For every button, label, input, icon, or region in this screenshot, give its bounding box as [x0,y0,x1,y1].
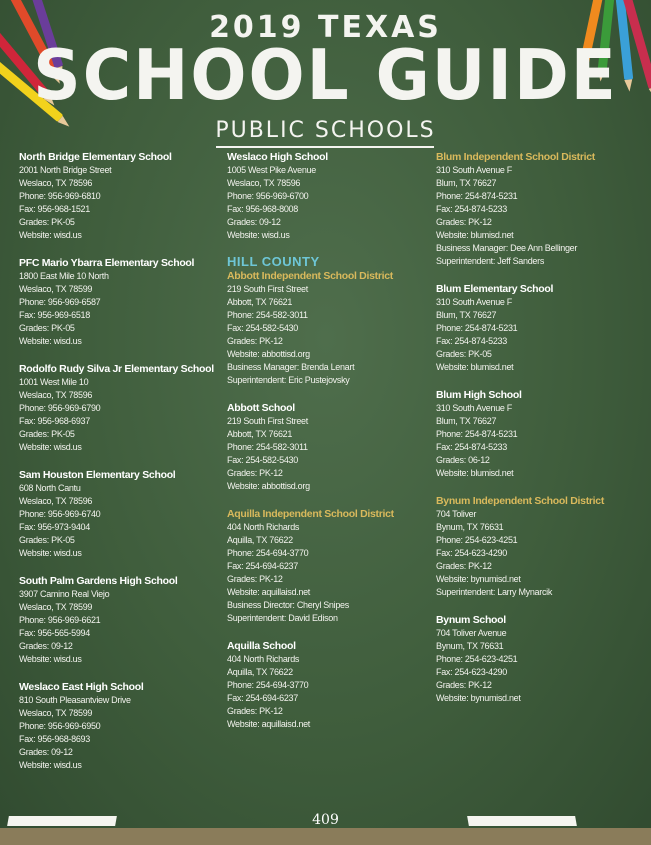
listing-detail: 608 North Cantu [19,483,81,493]
chalkboard-ledge [0,828,651,845]
listing-detail: 1001 West Mile 10 [19,377,89,387]
listing-detail: Fax: 254-623-4290 [436,667,507,677]
listing-detail: 404 North Richards [227,522,300,532]
listing-detail: 704 Toliver Avenue [436,628,507,638]
district-name: Blum Independent School District [436,151,595,163]
listing-detail: Weslaco, TX 78596 [19,390,93,400]
school-name: Blum High School [436,389,522,401]
listing-detail: Business Manager: Brenda Lenart [227,362,355,372]
listing-detail: Website: blumisd.net [436,468,514,478]
listing-detail: Fax: 956-968-6937 [19,416,90,426]
listing-detail: Grades: PK-12 [227,706,283,716]
listing-detail: Abbott, TX 76621 [227,297,293,307]
listing-detail: Fax: 254-582-5430 [227,323,298,333]
listing-detail: Phone: 956-969-6700 [227,191,309,201]
listing-detail: Phone: 254-874-5231 [436,323,518,333]
listing-detail: Grades: 06-12 [436,455,490,465]
listing-detail: Grades: PK-12 [436,680,492,690]
listing-detail: Fax: 956-968-8008 [227,204,298,214]
listing-detail: Phone: 956-969-6950 [19,721,101,731]
school-listing [227,150,437,242]
listing-detail: Weslaco, TX 78596 [227,178,301,188]
listing-detail: Website: abbottisd.org [227,481,310,491]
listing-detail: Phone: 254-874-5231 [436,191,518,201]
listing-detail: Superintendent: Larry Mynarcik [436,587,553,597]
school-name: Bynum School [436,614,506,626]
listing-detail: Phone: 254-623-4251 [436,654,518,664]
listing-detail: Website: blumisd.net [436,230,514,240]
listing-detail: Website: bynumisd.net [436,693,521,703]
listing-detail: Phone: 956-969-6621 [19,615,101,625]
school-name: South Palm Gardens High School [19,575,178,587]
school-name: Abbott School [227,402,295,414]
listing-detail: Fax: 254-874-5233 [436,204,507,214]
header-year-line: 2019 TEXAS [209,10,442,45]
school-listing [436,613,646,705]
listing-detail: Weslaco, TX 78596 [19,178,93,188]
listing-detail: 2001 North Bridge Street [19,165,112,175]
school-name: Weslaco High School [227,151,328,163]
listing-detail: Fax: 956-968-8693 [19,734,90,744]
listing-detail: Weslaco, TX 78599 [19,708,93,718]
listing-detail: 3907 Camino Real Viejo [19,589,110,599]
district-name: Aquilla Independent School District [227,508,394,520]
school-name: Blum Elementary School [436,283,554,295]
listing-detail: Phone: 254-582-3011 [227,310,308,320]
listing-detail: Superintendent: Jeff Sanders [436,256,545,266]
listing-detail: Superintendent: Eric Pustejovsky [227,375,350,385]
page-subtitle: PUBLIC SCHOOLS [215,118,436,143]
listing-detail: Phone: 956-969-6810 [19,191,101,201]
listing-detail: Fax: 254-582-5430 [227,455,298,465]
listing-detail: Website: wisd.us [19,230,82,240]
listing-detail: Grades: PK-05 [19,323,75,333]
school-listing [19,256,229,348]
school-listing [436,494,646,599]
school-listing [227,507,437,625]
listing-detail: Blum, TX 76627 [436,310,497,320]
listing-detail: Business Manager: Dee Ann Bellinger [436,243,578,253]
listing-detail: Website: aquillaisd.net [227,719,310,729]
listing-detail: Phone: 254-694-3770 [227,680,309,690]
school-listing [227,254,437,387]
listing-detail: Fax: 254-694-6237 [227,693,298,703]
listing-detail: Grades: PK-12 [227,468,283,478]
listing-detail: Weslaco, TX 78599 [19,284,93,294]
county-heading: HILL COUNTY [227,254,320,269]
listing-detail: Fax: 956-969-6518 [19,310,90,320]
listing-detail: 219 South First Street [227,416,308,426]
listing-detail: Phone: 254-694-3770 [227,548,309,558]
school-listing [19,362,229,454]
listing-detail: Fax: 956-968-1521 [19,204,90,214]
listing-detail: Grades: PK-05 [436,349,492,359]
district-name: Bynum Independent School District [436,495,605,507]
listing-detail: Bynum, TX 76631 [436,641,504,651]
listing-detail: Phone: 254-582-3011 [227,442,308,452]
listing-detail: Website: aquillaisd.net [227,587,310,597]
school-listing [227,401,437,493]
listing-detail: 310 South Avenue F [436,403,513,413]
school-name: Rodolfo Rudy Silva Jr Elementary School [19,363,214,375]
listing-detail: Fax: 956-973-9404 [19,522,90,532]
school-name: Weslaco East High School [19,681,144,693]
listing-detail: Phone: 956-969-6790 [19,403,101,413]
school-listing [436,150,646,268]
listing-detail: 704 Toliver [436,509,477,519]
district-name: Abbott Independent School District [227,270,393,282]
listing-detail: Grades: PK-12 [436,217,492,227]
listing-detail: Grades: 09-12 [19,641,73,651]
listing-detail: 810 South Pleasantview Drive [19,695,131,705]
listing-detail: 1005 West Pike Avenue [227,165,316,175]
listing-detail: 310 South Avenue F [436,297,513,307]
listing-detail: Grades: 09-12 [227,217,281,227]
listing-detail: 219 South First Street [227,284,308,294]
school-listing [436,282,646,374]
school-listing [19,680,229,772]
listing-detail: Blum, TX 76627 [436,416,497,426]
school-name: PFC Mario Ybarra Elementary School [19,257,195,269]
listing-detail: Aquilla, TX 76622 [227,535,293,545]
school-name: Sam Houston Elementary School [19,469,176,481]
listing-detail: Grades: PK-12 [227,574,283,584]
listing-detail: Phone: 956-969-6740 [19,509,101,519]
school-name: North Bridge Elementary School [19,151,172,163]
listing-detail: Phone: 254-623-4251 [436,535,518,545]
listing-detail: Grades: PK-05 [19,429,75,439]
listing-detail: Fax: 254-874-5233 [436,336,507,346]
column-1 [19,150,229,786]
column-3 [436,150,646,719]
listing-detail: Grades: PK-05 [19,535,75,545]
school-name: Aquilla School [227,640,296,652]
listing-detail: Business Director: Cheryl Snipes [227,600,349,610]
listing-detail: Aquilla, TX 76622 [227,667,293,677]
listing-detail: 310 South Avenue F [436,165,513,175]
listing-detail: Website: abbottisd.org [227,349,310,359]
listing-detail: Bynum, TX 76631 [436,522,504,532]
listing-detail: Weslaco, TX 78596 [19,496,93,506]
listing-detail: Grades: PK-12 [227,336,283,346]
listing-detail: Website: wisd.us [227,230,290,240]
column-2 [227,150,437,745]
school-listing [227,639,437,731]
page-number: 409 [312,812,339,828]
listing-detail: Phone: 956-969-6587 [19,297,101,307]
listing-detail: Grades: 09-12 [19,747,73,757]
listing-detail: Website: blumisd.net [436,362,514,372]
school-listing [19,468,229,560]
listing-detail: Blum, TX 76627 [436,178,497,188]
listing-detail: Fax: 254-623-4290 [436,548,507,558]
listing-detail: Abbott, TX 76621 [227,429,293,439]
listing-detail: Phone: 254-874-5231 [436,429,518,439]
school-listing [436,388,646,480]
page-title: SCHOOL GUIDE [33,35,618,116]
subtitle-underline [216,146,434,148]
listing-detail: Grades: PK-12 [436,561,492,571]
listing-detail: Fax: 254-874-5233 [436,442,507,452]
listing-detail: Website: wisd.us [19,548,82,558]
listing-detail: Fax: 956-565-5994 [19,628,90,638]
listing-detail: 1800 East Mile 10 North [19,271,109,281]
school-listing [19,574,229,666]
listing-detail: Website: wisd.us [19,442,82,452]
listing-detail: 404 North Richards [227,654,300,664]
listing-detail: Website: bynumisd.net [436,574,521,584]
listing-detail: Website: wisd.us [19,654,82,664]
listing-detail: Website: wisd.us [19,336,82,346]
school-listing [19,150,229,242]
listing-detail: Grades: PK-05 [19,217,75,227]
listing-detail: Weslaco, TX 78599 [19,602,93,612]
listing-detail: Website: wisd.us [19,760,82,770]
listing-detail: Fax: 254-694-6237 [227,561,298,571]
listing-detail: Superintendent: David Edison [227,613,338,623]
